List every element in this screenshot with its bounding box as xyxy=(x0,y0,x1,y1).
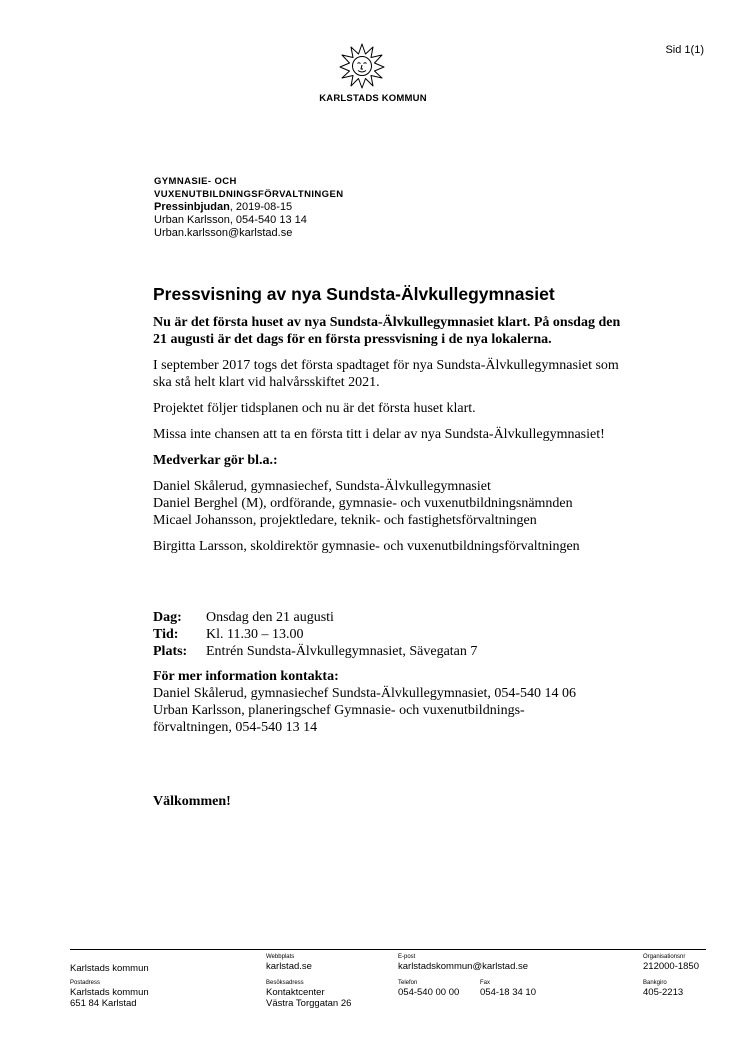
sender-email: Urban.karlsson@karlstad.se xyxy=(154,227,293,239)
document-type: Pressinbjudan xyxy=(154,201,230,213)
footer-fax-label: Fax xyxy=(480,980,491,986)
participant-item: Birgitta Larsson, skoldirektör gymnasie- och vuxenutbildningsförvaltningen xyxy=(153,539,580,554)
participant-item: Micael Johansson, projektledare, teknik- och fastighetsförvaltningen xyxy=(153,513,537,528)
event-time-label: Tid: xyxy=(153,627,179,642)
footer-email-value: karlstadskommun@karlstad.se xyxy=(398,961,529,972)
organization-name: KARLSTADS KOMMUN xyxy=(319,93,427,104)
footer-orgnr xyxy=(643,954,699,972)
footer-fax xyxy=(480,980,536,998)
sender-block xyxy=(154,175,343,240)
footer-email-label: E-post xyxy=(398,954,416,960)
page-number: Sid 1(1) xyxy=(665,44,704,56)
body-paragraph-2: Projektet följer tidsplanen och nu är det första huset klart. xyxy=(153,401,476,416)
sender-contact: Urban Karlsson, 054-540 13 14 xyxy=(154,214,307,226)
event-day-value: Onsdag den 21 augusti xyxy=(206,610,334,625)
lead-paragraph: Nu är det första huset av nya Sundsta-Älvkullegymnasiet klart. På onsdag den 21 augusti är det dags för en första pressvisning i de nya lokalerna. xyxy=(153,315,621,347)
footer-bankgiro-value: 405-2213 xyxy=(643,987,684,998)
footer-orgnr-label: Organisationsnr xyxy=(643,954,686,960)
event-time-row xyxy=(153,626,477,643)
footer-bankgiro-label: Bankgiro xyxy=(643,980,667,986)
footer-fax-value: 054-18 34 10 xyxy=(480,987,536,998)
event-time-value: Kl. 11.30 – 13.00 xyxy=(206,627,304,642)
body-paragraph-3: Missa inte chansen att ta en första titt i delar av nya Sundsta-Älvkullegymnasiet! xyxy=(153,427,605,442)
participant-item: Daniel Berghel (M), ordförande, gymnasie- och vuxenutbildningsnämnden xyxy=(153,496,573,511)
footer-visit-label: Besöksadress xyxy=(266,980,304,986)
sun-logo-icon xyxy=(338,42,386,90)
event-day-row xyxy=(153,609,477,626)
footer-postal-line: 651 84 Karlstad xyxy=(70,998,137,1009)
press-headline: Pressvisning av nya Sundsta-Älvkullegymnasiet xyxy=(153,284,555,304)
participants-heading: Medverkar gör bl.a.: xyxy=(153,453,278,468)
footer-postal-label: Postadress xyxy=(70,980,101,986)
footer-web xyxy=(266,954,312,972)
event-place-row xyxy=(153,643,477,660)
event-place-label: Plats: xyxy=(153,644,188,659)
body-paragraph-1: I september 2017 togs det första spadtaget för nya Sundsta-Älvkullegymnasiet som ska stå helt klart vid halvårsskiftet 2021. xyxy=(153,358,619,390)
footer-bankgiro xyxy=(643,980,683,998)
footer-visit xyxy=(266,980,351,1009)
footer-visit-line: Kontaktcenter xyxy=(266,987,325,998)
footer-postal xyxy=(70,980,149,1009)
contact-line: Urban Karlsson, planeringschef Gymnasie- och vuxenutbildnings- xyxy=(153,703,525,718)
footer-web-value: karlstad.se xyxy=(266,961,312,972)
contact-line: förvaltningen, 054-540 13 14 xyxy=(153,720,318,735)
footer-phone-label: Telefon xyxy=(398,980,418,986)
department-line-2: VUXENUTBILDNINGSFÖRVALTNINGEN xyxy=(154,189,344,200)
footer-email xyxy=(398,954,528,972)
contact-line: Daniel Skålerud, gymnasiechef Sundsta-Älvkullegymnasiet, 054-540 14 06 xyxy=(153,686,577,701)
footer-web-label: Webbplats xyxy=(266,954,295,960)
footer-postal-line: Karlstads kommun xyxy=(70,987,149,998)
footer-phone-value: 054-540 00 00 xyxy=(398,987,460,998)
event-details xyxy=(153,609,477,660)
footer-phone xyxy=(398,980,459,998)
footer-orgnr-value: 212000-1850 xyxy=(643,961,699,972)
participant-item: Daniel Skålerud, gymnasiechef, Sundsta-Älvkullegymnasiet xyxy=(153,479,491,494)
welcome-text: Välkommen! xyxy=(153,794,231,809)
contact-info xyxy=(153,668,576,736)
footer-org: Karlstads kommun xyxy=(70,963,149,974)
press-body xyxy=(153,314,623,555)
footer-visit-line: Västra Torggatan 26 xyxy=(266,998,352,1009)
contact-heading: För mer information kontakta: xyxy=(153,669,339,684)
footer-divider xyxy=(70,949,706,950)
document-date: , 2019-08-15 xyxy=(229,201,293,213)
event-day-label: Dag: xyxy=(153,610,182,625)
event-place-value: Entrén Sundsta-Älvkullegymnasiet, Sävegatan 7 xyxy=(206,644,478,659)
document-type-line xyxy=(154,201,343,214)
department-line-1: GYMNASIE- OCH xyxy=(154,176,237,187)
